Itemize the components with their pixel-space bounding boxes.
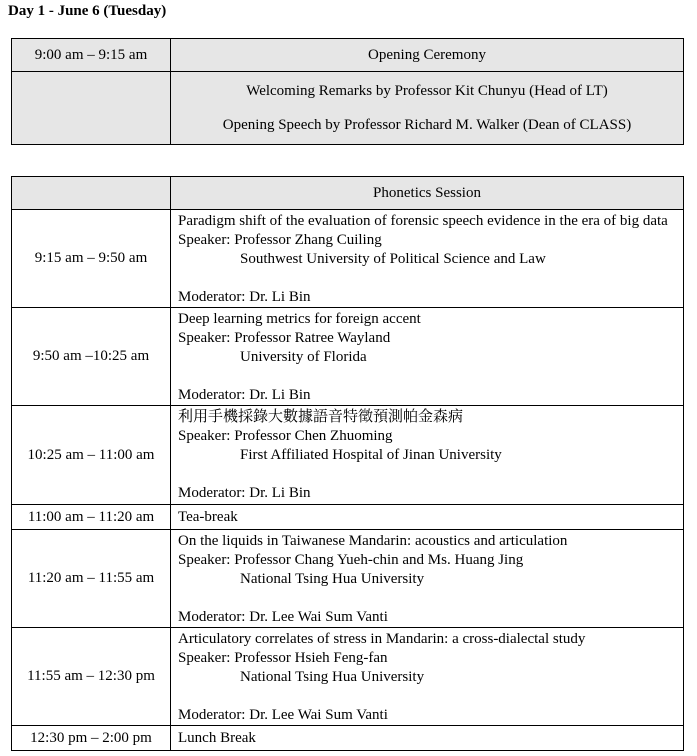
opening-title: Opening Ceremony	[171, 39, 684, 72]
opening-time-empty	[12, 72, 171, 145]
moderator-line-prefix: Moderator:	[178, 485, 250, 501]
row-time: 11:00 am – 11:20 am	[12, 505, 171, 530]
moderator-line-value: Dr. Lee Wai Sum Vanti	[249, 609, 388, 625]
moderator-line	[178, 608, 683, 627]
talk-row	[12, 628, 684, 726]
moderator-line-prefix: Moderator:	[178, 707, 250, 723]
talk-title: On the liquids in Taiwanese Mandarin: acoustics and articulation	[178, 533, 568, 549]
moderator-line-value: Dr. Li Bin	[249, 485, 311, 501]
opening-items	[171, 72, 684, 145]
spacer	[178, 367, 683, 386]
affiliation: First Affiliated Hospital of Jinan University	[240, 447, 502, 463]
opening-ceremony-table	[11, 38, 684, 145]
moderator-line-prefix: Moderator:	[178, 289, 250, 305]
moderator-line-prefix: Moderator:	[178, 387, 250, 403]
speaker-line-value: Professor Hsieh Feng-fan	[234, 650, 388, 666]
row-time: 12:30 pm – 2:00 pm	[12, 726, 171, 751]
moderator-line	[178, 386, 683, 405]
opening-items-row	[12, 72, 684, 145]
speaker-line-value: Professor Chen Zhuoming	[234, 428, 393, 444]
opening-header-row	[12, 39, 684, 72]
talk-row	[12, 530, 684, 628]
session-header-empty	[12, 177, 171, 210]
session-title: Phonetics Session	[171, 177, 684, 210]
speaker-line-prefix: Speaker:	[178, 650, 235, 666]
speaker-line-prefix: Speaker:	[178, 428, 235, 444]
session-rows	[12, 210, 684, 751]
affiliation: National Tsing Hua University	[240, 571, 425, 587]
talk-details	[171, 210, 684, 308]
moderator-line	[178, 288, 683, 307]
talk-title: Deep learning metrics for foreign accent	[178, 311, 421, 327]
moderator-line-value: Dr. Li Bin	[249, 387, 311, 403]
affiliation: Southwest University of Political Science and Law	[240, 251, 546, 267]
moderator-line-value: Dr. Li Bin	[249, 289, 311, 305]
speaker-line	[178, 231, 683, 250]
speaker-line	[178, 551, 683, 570]
talk-title: Articulatory correlates of stress in Mandarin: a cross-dialectal study	[178, 631, 586, 647]
row-time: 10:25 am – 11:00 am	[12, 406, 171, 505]
speaker-line-value: Professor Ratree Wayland	[234, 330, 391, 346]
opening-time: 9:00 am – 9:15 am	[12, 39, 171, 72]
row-time: 9:15 am – 9:50 am	[12, 210, 171, 308]
talk-title: Paradigm shift of the evaluation of forensic speech evidence in the era of big data	[178, 213, 668, 229]
talk-details	[171, 406, 684, 505]
talk-row	[12, 308, 684, 406]
speaker-line-prefix: Speaker:	[178, 552, 235, 568]
talk-row	[12, 406, 684, 505]
talk-details	[171, 308, 684, 406]
talk-details	[171, 628, 684, 726]
opening-item-welcoming: Welcoming Remarks by Professor Kit Chunyu (Head of LT)	[246, 82, 608, 99]
break-row	[12, 505, 684, 530]
speaker-line-value: Professor Chang Yueh-chin and Ms. Huang Jing	[234, 552, 524, 568]
break-label: Tea-break	[171, 505, 684, 530]
row-time: 9:50 am –10:25 am	[12, 308, 171, 406]
speaker-line	[178, 329, 683, 348]
spacer	[178, 269, 683, 288]
speaker-line-prefix: Speaker:	[178, 232, 235, 248]
speaker-line-prefix: Speaker:	[178, 330, 235, 346]
spacer	[178, 465, 683, 484]
break-row	[12, 726, 684, 751]
moderator-line-prefix: Moderator:	[178, 609, 250, 625]
moderator-line	[178, 484, 683, 503]
row-time: 11:55 am – 12:30 pm	[12, 628, 171, 726]
row-time: 11:20 am – 11:55 am	[12, 530, 171, 628]
day-title: Day 1 - June 6 (Tuesday)	[8, 3, 167, 19]
affiliation: University of Florida	[240, 349, 367, 365]
phonetics-session-table	[11, 176, 684, 751]
talk-details	[171, 530, 684, 628]
spacer	[178, 589, 683, 608]
break-label: Lunch Break	[171, 726, 684, 751]
session-header-row	[12, 177, 684, 210]
speaker-line	[178, 427, 683, 446]
affiliation: National Tsing Hua University	[240, 669, 425, 685]
spacer	[178, 687, 683, 706]
talk-row	[12, 210, 684, 308]
speaker-line-value: Professor Zhang Cuiling	[234, 232, 382, 248]
moderator-line	[178, 706, 683, 725]
opening-item-speech: Opening Speech by Professor Richard M. Walker (Dean of CLASS)	[222, 116, 632, 133]
talk-title: 利用手機採錄大數據語音特徵預測帕金森病	[178, 409, 464, 425]
moderator-line-value: Dr. Lee Wai Sum Vanti	[249, 707, 388, 723]
speaker-line	[178, 649, 683, 668]
